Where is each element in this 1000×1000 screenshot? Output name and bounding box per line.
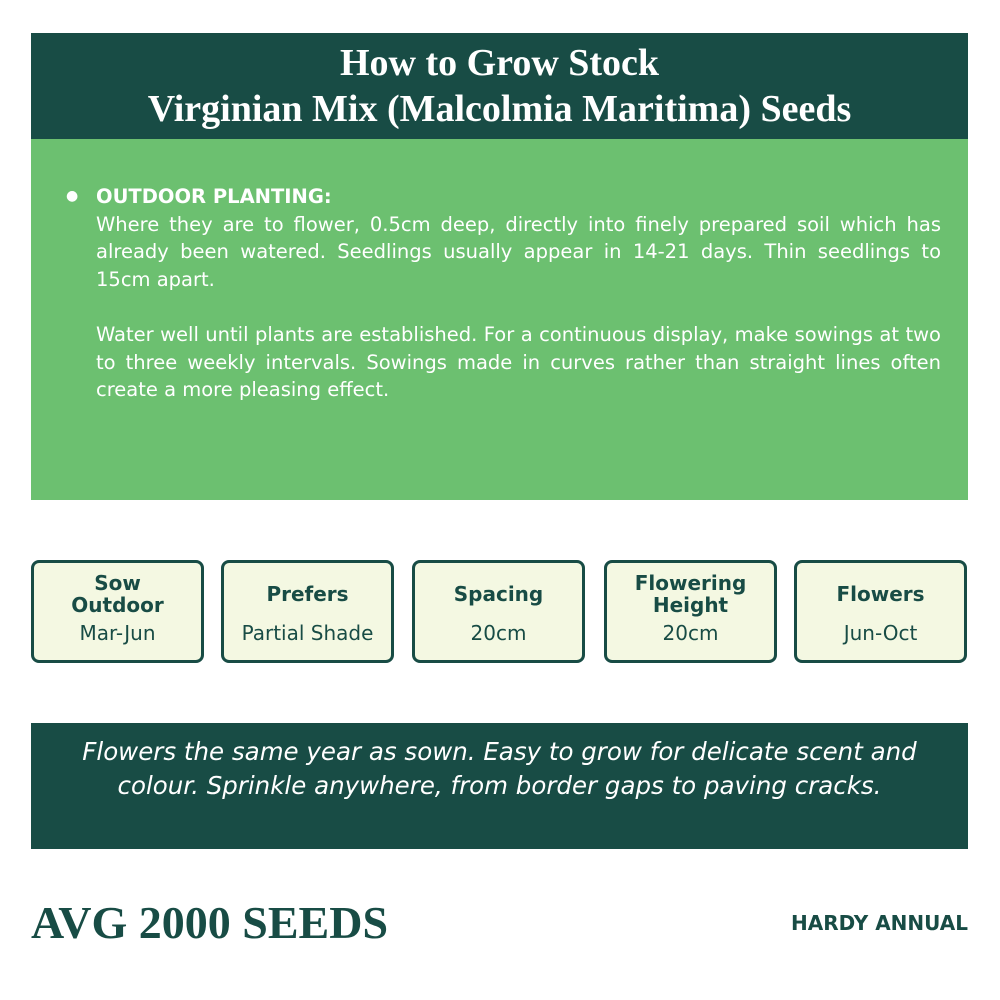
info-box-value: 20cm (662, 621, 719, 645)
info-box-value: Mar-Jun (79, 621, 156, 645)
seed-count: AVG 2000 SEEDS (31, 897, 389, 948)
info-box-title: Flowers (836, 582, 925, 606)
info-boxes (31, 560, 968, 663)
info-box-prefers (221, 560, 394, 663)
info-box-value: Partial Shade (241, 621, 374, 645)
info-box-value: 20cm (470, 621, 527, 645)
info-box-sow-outdoor (31, 560, 204, 663)
tagline-banner (31, 723, 968, 849)
title-line-2: Virginian Mix (Malcolmia Maritima) Seeds (147, 88, 852, 130)
planting-paragraph-2: Water well until plants are established. For a continuous display, make sowings at two to three weekly intervals. Sowings made in curves rather than straight lines often create a more pleasing effect. (96, 323, 941, 401)
planting-content (96, 183, 941, 404)
info-box-spacing (412, 560, 585, 663)
page-title (31, 33, 968, 139)
info-box-title: Sow Outdoor (71, 571, 164, 617)
tagline-text: Flowers the same year as sown. Easy to grow for delicate scent and colour. Sprinkle anywhere, from border gaps to paving cracks. (82, 737, 917, 800)
planting-paragraph-1: Where they are to flower, 0.5cm deep, directly into finely prepared soil which has already been watered. Seedlings usually appear in 14-21 days. Thin seedlings to 15cm apart. (96, 212, 941, 291)
info-box-value: Jun-Oct (843, 621, 918, 645)
bullet-icon: ● (66, 188, 79, 204)
title-line-1: How to Grow Stock (339, 42, 660, 84)
plant-type-label: HARDY ANNUAL (790, 911, 968, 935)
info-box-title: Flowering Height (634, 571, 747, 617)
info-box-flowering-height (604, 560, 777, 663)
info-box-title: Prefers (266, 582, 349, 606)
planting-instructions-panel (31, 139, 968, 500)
info-box-flowers (794, 560, 967, 663)
info-box-title: Spacing (453, 582, 544, 606)
planting-list-item (66, 183, 941, 404)
planting-heading: OUTDOOR PLANTING: (96, 185, 332, 208)
